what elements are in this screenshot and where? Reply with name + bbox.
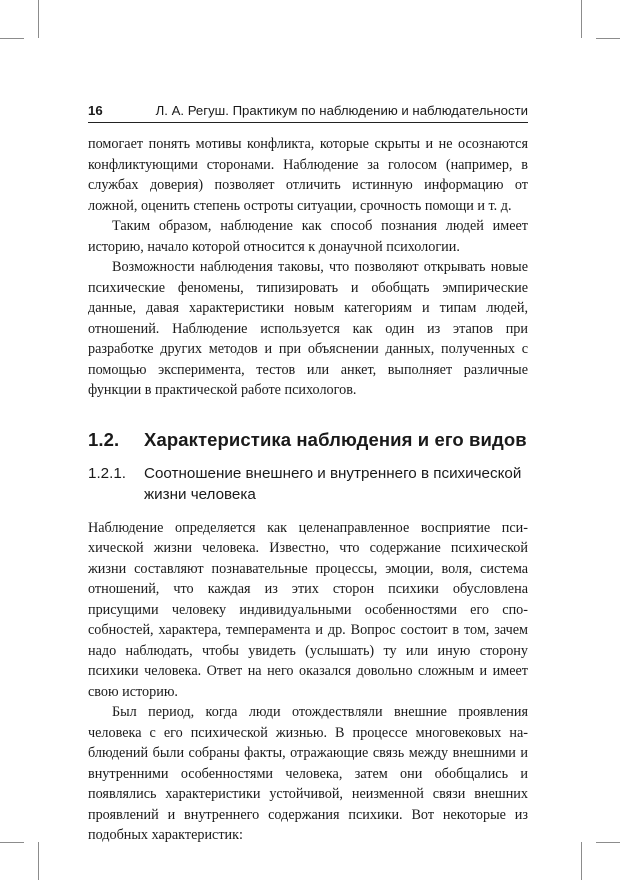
paragraph: Наблюдение определяется как целенаправленное восприятие психической жизни человека. Известно, что содержание психической жизни составляют познавательные процессы, эмоции, воля, система отношений, что каждая из этих сторон психики обусловлена присущими человеку индивидуальными особенностями его способностей, характера, темперамента и др. Вопрос состоит в том, зачем надо наблюдать, чтобы увидеть (услышать) ту или иную сторону психики человека. Ответ на него оказался довольно сложным и имеет свою историю. xyxy=(88,519,528,700)
paragraph: Таким образом, наблюдение как способ познания людей имеет историю, начало которой относится к донаучной психологии. xyxy=(88,218,528,255)
section-title: Характеристика наблюдения и его видов xyxy=(144,428,527,450)
crop-mark xyxy=(596,842,620,843)
crop-mark xyxy=(581,0,582,38)
crop-mark xyxy=(38,0,39,38)
paragraph: помогает понять мотивы конфликта, которые скрыты и не осознаются конфликтующими сторонами. Наблюдение за голосом (например, в службах доверия) позволяет отличить истинную информацию от ложной, оценить степень остроты ситуации, срочность помощи и т. д. xyxy=(88,136,528,214)
subsection-heading xyxy=(88,463,528,505)
crop-mark xyxy=(0,38,24,39)
paragraph: Возможности наблюдения таковы, что позволяют открывать новые психические феномены, типизировать и обобщать эмпирические данные, давая характеристики новым категориям и типам людей, отношений. Наблюдение используется как один из этапов при разработке других методов и при объяснении данных, полученных с помощью эксперимента, тестов или анкет, выполняет различные функции в практической работе психологов. xyxy=(88,259,528,398)
running-title: Л. А. Регуш. Практикум по наблюдению и наблюдательности xyxy=(155,103,528,118)
crop-mark xyxy=(38,842,39,880)
subsection-number: 1.2.1. xyxy=(88,464,126,482)
section-number: 1.2. xyxy=(88,428,120,450)
crop-mark xyxy=(581,842,582,880)
running-head xyxy=(88,103,528,121)
page-number: 16 xyxy=(88,103,103,118)
page-body xyxy=(88,134,528,846)
paragraph: Был период, когда люди отождествляли внешние проявления человека с его психической жизнью. В процессе многовековых наблюдений были собраны факты, отражающие связь между внешними и внутренними особенностями человека, затем они обобщались и появлялись характеристики устойчивой, неизменной связи внешних проявлений и внутреннего содержания психики. Вот некоторые из подобных характеристик: xyxy=(88,704,528,843)
header-rule xyxy=(88,122,528,123)
section-heading xyxy=(88,428,528,452)
subsection-title: Соотношение внешнего и внутреннего в психической жизни человека xyxy=(144,464,522,503)
crop-mark xyxy=(0,842,24,843)
crop-mark xyxy=(596,38,620,39)
